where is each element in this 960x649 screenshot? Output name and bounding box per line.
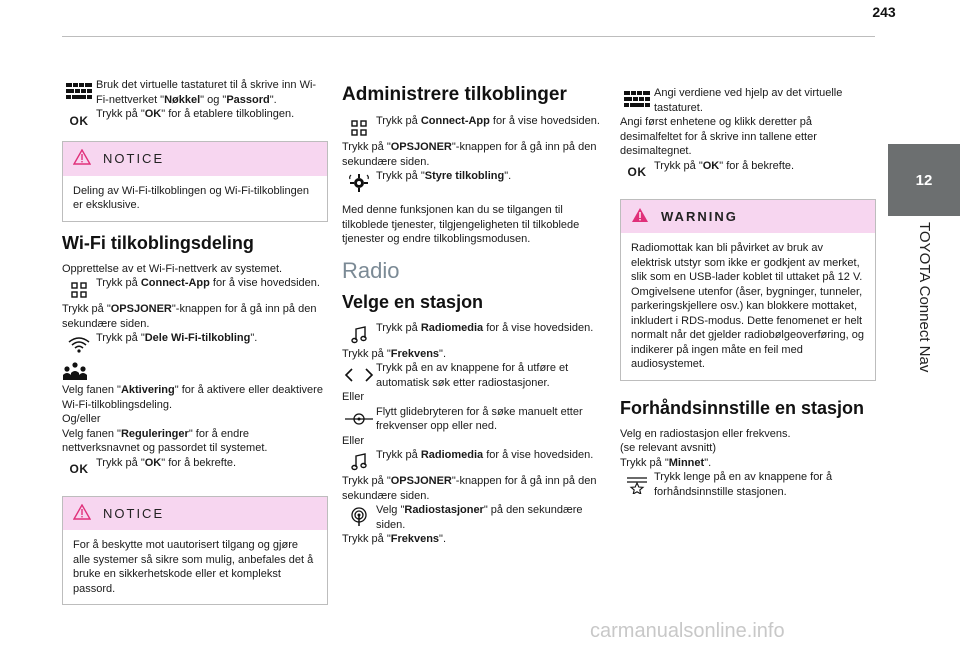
column-2: Administrere tilkoblinger Trykk på Connect-App for å vise hovedsiden. Trykk på "OPSJONER"-knappen for å gå inn på den sekundære siden. Trykk på "Styre tilkobling". Med denne funksjonen kan du se tilgangen til tilkoblede tjenester, tilgjengeligheten til tilkoblede tjenester og endre tilkoblingsmodusen. Radio Velge en stasjon Trykk på Radiomedia for å vise hovedsiden. Trykk på "Frekvens". Trykk på en av knappene for å utføre et automatisk søk etter radiostasjoner. Eller Flytt glidebryteren for å søke manuelt etter frekvenser opp eller ned. Eller Trykk på Radiomedia for å vise hovedsiden. Trykk på "OPSJONER"-knappen for å gå inn på den sekundære siden. Velg "Radiostasjoner" på den sekundære siden. Trykk på "Frekvens". [342,84,606,547]
wifi-icon [62,333,96,357]
keyboard-step: Angi verdiene ved hjelp av det virtuelle tastaturet. [620,86,876,115]
ok-icon: OK [69,462,89,477]
keyboard-step: Bruk det virtuelle tastaturet til å skrive inn Wi-Fi-nettverket "Nøkkel" og "Passord". [62,78,328,107]
section-heading: Administrere tilkoblinger [342,84,567,105]
keyboard-icon [620,88,654,112]
subsection-heading: Velge en stasjon [342,291,484,312]
chevron-left-right-icon [342,363,376,387]
preset-star-icon [620,472,654,496]
warning-triangle-icon [73,504,91,525]
radio-antenna-icon [342,505,376,529]
ok-icon: OK [69,113,89,128]
notice-label: NOTICE [103,505,165,521]
apps-grid-icon [62,278,96,302]
warning-triangle-icon [631,207,649,228]
users-icon [62,359,96,383]
notice-text: For å beskytte mot uautorisert tilgang og gjøre alle systemer så sikre som mulig, anbefales det å bruke en sikkerhetskode eller et komplekst passord. [73,539,314,595]
share-wifi-step: Trykk på "Dele Wi-Fi-tilkobling". [62,331,328,357]
notice-box-2 [62,496,328,606]
warning-label: WARNING [661,208,738,224]
preset-step: Trykk lenge på en av knappene for å forhåndsinnstille stasjonen. [620,470,876,499]
warning-box [620,199,876,381]
radiomedia-step-2: Trykk på Radiomedia for å vise hovedsiden. [342,448,606,474]
radio-stations-step: Velg "Radiostasjoner" på den sekundære siden. [342,503,606,532]
auto-search-step: Trykk på en av knappene for å utføre et automatisk søk etter radiostasjoner. [342,361,606,390]
column-1: Bruk det virtuelle tastaturet til å skrive inn Wi-Fi-nettverket "Nøkkel" og "Passord". OK Trykk på "OK" for å etablere tilkoblingen. NOTICE Deling av Wi-Fi-tilkoblingen og Wi-Fi-tilkoblingen er eksklusive. Wi-Fi tilkoblingsdeling Opprettelse av et Wi-Fi-nettverk av systemet. Trykk på Connect-App for å vise hovedsiden. Trykk på "OPSJONER"-knappen for å gå inn på den sekundære siden. Trykk på "Dele Wi-Fi-tilkobling". Velg fanen "Aktivering" for å aktivere eller deaktivere Wi-Fi-tilkoblingsdeling. Og/eller Velg fanen "Reguleringer" for å endre nettverksnavnet og passordet til systemet. OK Trykk på "OK" for å bekrefte. NOTICE For å beskytte mot uautorisert tilgang og gjøre alle systemer så sikre som mulig, anbefales det å bruke en sikkerhetskode eller et komplekst passord. [62,78,328,615]
section-heading: Forhåndsinnstille en stasjon [620,397,865,418]
apps-grid-icon [342,116,376,140]
radio-heading: Radio [342,257,400,283]
music-note-icon [342,323,376,347]
page-number: 243 [872,4,896,20]
notice-label: NOTICE [103,151,165,166]
connect-app-step: Trykk på Connect-App for å vise hovedsiden. [62,276,328,302]
slider-target-icon [342,407,376,431]
ok-confirm-step: OK Trykk på "OK" for å bekrefte. [62,456,328,482]
watermark: carmanualsonline.info [590,620,785,642]
ok-step: OK Trykk på "OK" for å bekrefte. [620,159,876,185]
music-note-icon [342,450,376,474]
warning-text-2: Omgivelsene utenfor (åser, bygninger, tunneler, parkeringskjellere osv.) kan blokkere mottaket, inkludert i RDS-modus. Dette fenomenet er helt normalt når det gjelder radiobølgeoverføring, og indikerer på ingen måte en feil med audiosystemet. [631,285,864,370]
connect-app-step: Trykk på Connect-App for å vise hovedsiden. [342,114,606,140]
notice-text: Deling av Wi-Fi-tilkoblingen og Wi-Fi-tilkoblingen er eksklusive. [73,184,309,211]
slider-step: Flytt glidebryteren for å søke manuelt etter frekvenser opp eller ned. [342,405,606,434]
warning-text-1: Radiomottak kan bli påvirket av bruk av elektrisk utstyr som ikke er godkjent av merket, slik som en USB-lader koblet til uttaket på 12 V. [631,242,863,283]
chapter-tab[interactable]: 12 [888,144,960,216]
section-heading: Wi-Fi tilkoblingsdeling [62,232,254,253]
manage-connection-step: Trykk på "Styre tilkobling". [342,169,606,195]
users-step [62,357,328,383]
gear-connection-icon [342,171,376,195]
column-3: Angi verdiene ved hjelp av det virtuelle tastaturet. Angi først enhetene og klikk deretter på desimalfeltet for å skrive inn tallene etter desimaltegnet. OK Trykk på "OK" for å bekrefte. WARNING Radiomottak kan bli påvirket av bruk av elektrisk utstyr som ikke er godkjent av merket, slik som en USB-lader koblet til uttaket på 12 V. Omgivelsene utenfor (åser, bygninger, tunneler, parkeringskjellere osv.) kan blokkere mottaket, inkludert i RDS-modus. Dette fenomenet er helt normalt når det gjelder radiobølgeoverføring, og indikerer på ingen måte en feil med audiosystemet. Forhåndsinnstille en stasjon Velg en radiostasjon eller frekvens. (se relevant avsnitt) Trykk på "Minnet". Trykk lenge på en av knappene for å forhåndsinnstille stasjonen. [620,86,876,499]
keyboard-icon [62,80,96,104]
top-divider [62,36,875,37]
radiomedia-step: Trykk på Radiomedia for å vise hovedsiden. [342,321,606,347]
chapter-title: TOYOTA Connect Nav [916,222,933,373]
notice-box-1 [62,141,328,222]
ok-icon: OK [627,165,647,180]
ok-step: OK Trykk på "OK" for å etablere tilkoblingen. [62,107,328,133]
warning-triangle-icon [73,149,91,170]
